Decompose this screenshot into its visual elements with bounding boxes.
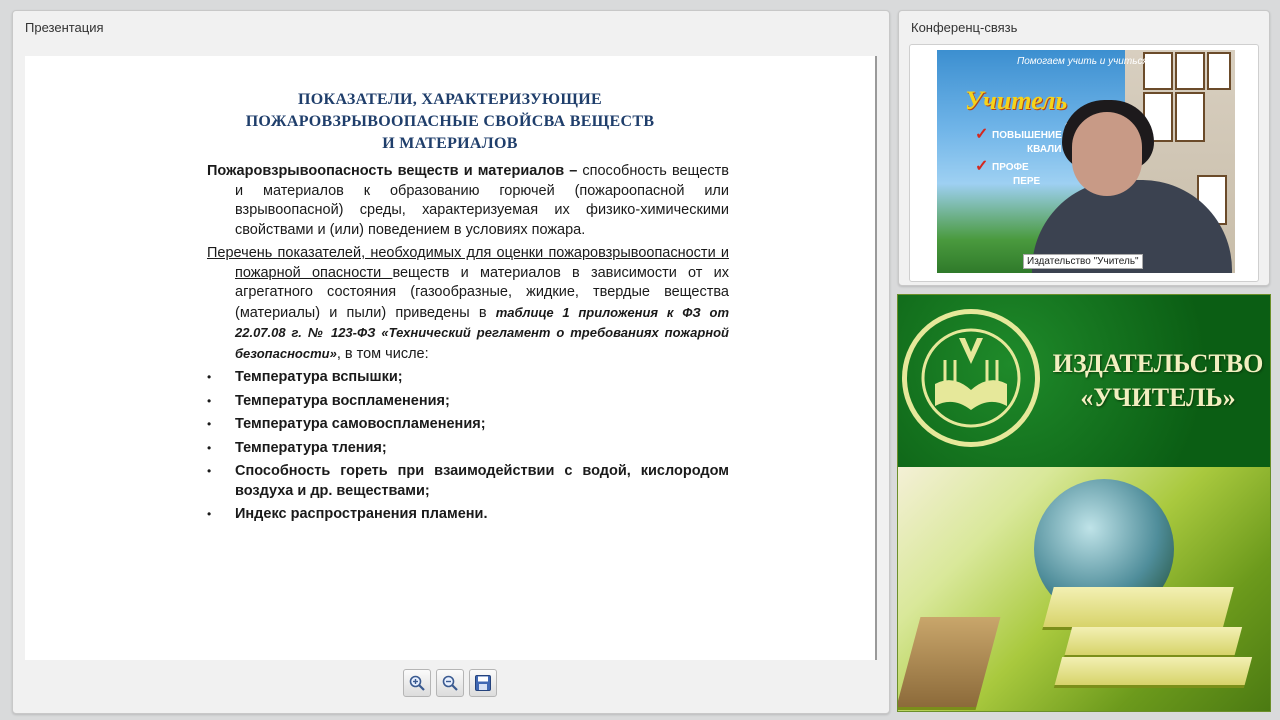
wall-frame [1175,92,1205,142]
book-image [1064,627,1242,658]
slide-heading-line: ПОКАЗАТЕЛИ, ХАРАКТЕРИЗУЮЩИЕ [298,91,602,108]
presentation-panel-title: Презентация [25,20,104,35]
book-image [1042,587,1234,630]
banner-photo [898,467,1270,712]
list-intro-end: , в том числе: [336,345,429,362]
presentation-panel [12,10,890,714]
poster-line: ПРОФЕ [992,162,1029,173]
list-intro-underlined: Перечень показателей, необходимых для оценки пожаровзрывоопасности и пожарной опасности [207,245,729,281]
list-item: • Температура вспышки; [207,368,729,388]
check-icon: ✓ [975,158,989,175]
wall-frame [1175,52,1205,90]
poster-slogan: Помогаем учить и учиться [1017,56,1148,67]
check-icon: ✓ [975,126,989,143]
book-logo-icon [907,314,1035,442]
poster-line: ПОВЫШЕНИЕ [992,130,1062,141]
banner-title: ИЗДАТЕЛЬСТВО [1052,349,1264,378]
save-button[interactable] [469,669,497,697]
definition-paragraph [207,162,729,240]
law-reference: таблице 1 приложения к ФЗ от 22.07.08 г. № 123-ФЗ «Технический регламент о требованиях пожарной безопасности» [235,304,730,361]
slide-heading [215,89,685,155]
poster-line: КВАЛИ [1027,144,1062,155]
conference-panel [898,10,1270,286]
banner-subtitle: «УЧИТЕЛЬ» [1080,383,1236,412]
zoom-in-icon [408,674,426,692]
book-stack-image [897,617,1000,710]
video-caption: Издательство "Учитель" [1023,254,1143,269]
webcam-video[interactable] [937,50,1235,273]
definition-term: Пожаровзрывоопасность веществ и материалов – [207,163,578,179]
list-item: • Способность гореть при взаимодействии с водой, кислородом воздуха и др. веществами; [207,462,729,501]
conference-panel-title: Конференц-связь [911,20,1018,35]
poster-line: ПЕРЕ [1013,176,1041,187]
list-item: • Температура самовоспламенения; [207,415,729,435]
zoom-out-button[interactable] [436,669,464,697]
publisher-banner [897,294,1271,712]
list-item: • Температура воспламенения; [207,392,729,412]
book-image [1054,657,1252,688]
slide-heading-line: ПОЖАРОВЗРЫВООПАСНЫЕ СВОЙСВА ВЕЩЕСТВ [245,113,655,130]
poster-brand: Учитель [965,86,1068,115]
publisher-logo [902,309,1040,447]
zoom-in-button[interactable] [403,669,431,697]
list-intro-text: веществ и материалов в зависимости от их агрегатного состояния (газообразные, жидкие, твердые вещества (материалы) и пыли) приведены в [235,264,729,321]
video-frame [909,44,1259,282]
slide-body [207,162,729,529]
definition-text: способность веществ и материалов к образованию горючей (пожароопасной или взрывоопасной) среды, характеризуемая их физико-химическими свойствами и (или) поведением в условиях пожара. [235,163,729,238]
indicator-list [207,368,729,525]
wall-frame [1207,52,1231,90]
zoom-out-icon [441,674,459,692]
save-icon [474,674,492,692]
list-item: • Температура тления; [207,439,729,459]
list-intro-paragraph [207,244,729,364]
slide-heading-line: И МАТЕРИАЛОВ [382,135,518,152]
slide-canvas [25,56,877,660]
banner-top [898,295,1270,467]
list-item: • Индекс распространения пламени. [207,505,729,525]
speaker-face [1072,112,1142,196]
